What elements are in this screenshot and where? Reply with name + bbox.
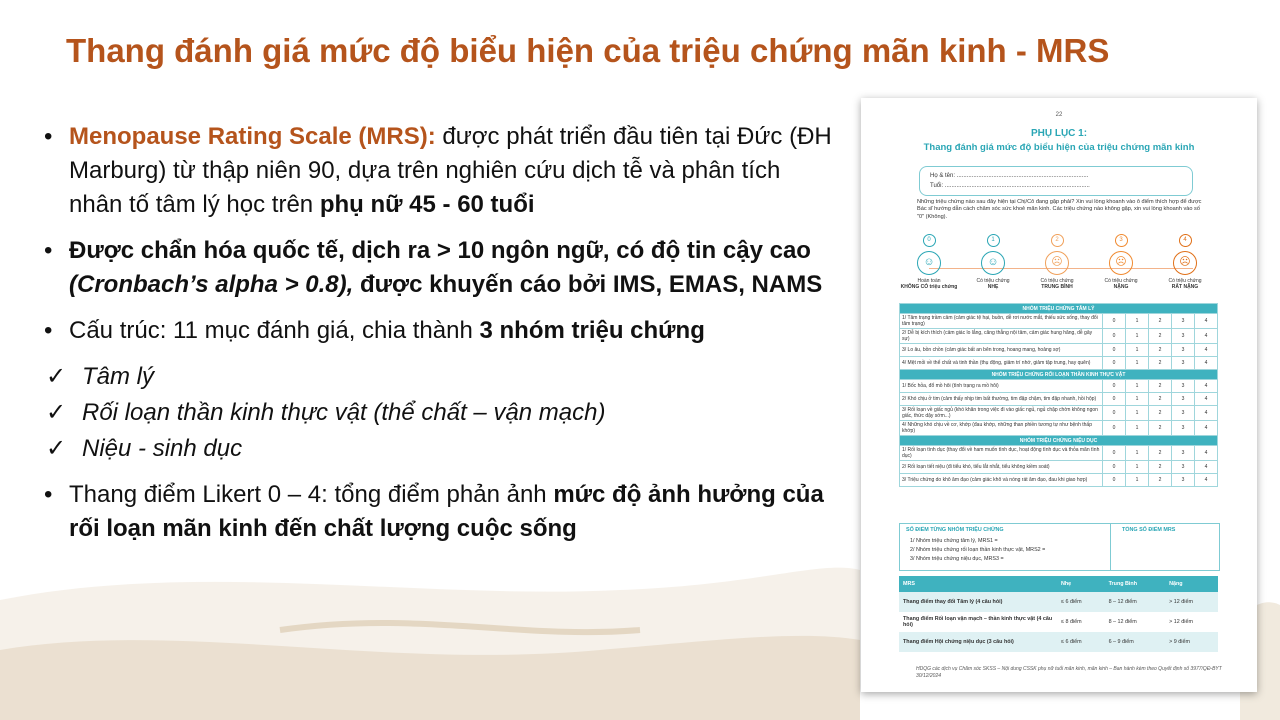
score-option[interactable]: 4	[1195, 344, 1218, 357]
table-row	[900, 357, 1218, 370]
score-option[interactable]: 3	[1172, 380, 1195, 393]
bullet-bold: được khuyến cáo bởi IMS, EMAS, NAMS	[353, 271, 823, 298]
symptom-text: 2/ Khó chịu ở tim (cảm thấy nhịp tim bất thường, tim đập chậm, tim đập nhanh, hồi hộp)	[900, 393, 1103, 406]
check-item-psychological	[44, 360, 834, 394]
check-text: Rối loạn thần kinh thực vật (thể chất – vận mạch)	[82, 399, 606, 426]
table-row	[899, 592, 1218, 612]
level-severity: NHẸ	[987, 284, 999, 290]
table-row	[900, 474, 1218, 487]
level-label: Có triệu chứng	[1168, 278, 1202, 284]
scale-name: Thang điểm Hội chứng niệu dục (3 câu hỏi)	[899, 632, 1057, 652]
group-score-area	[900, 524, 1111, 570]
group-score-line: 2/ Nhóm triệu chứng rối loạn thần kinh thực vật, MRS2 =	[910, 547, 1046, 553]
threshold-cell: 8 – 12 điểm	[1105, 592, 1166, 612]
score-option[interactable]: 2	[1149, 344, 1172, 357]
appendix-heading: PHỤ LỤC 1:	[1030, 128, 1088, 139]
check-icon: ✓	[46, 399, 67, 426]
check-item-vasomotor	[44, 396, 834, 430]
check-item-urogenital	[44, 432, 834, 466]
score-option[interactable]: 0	[1103, 474, 1126, 487]
severity-level-4	[1153, 234, 1217, 290]
level-label: Có triệu chứng	[1104, 278, 1138, 284]
table-row	[900, 314, 1218, 329]
level-severity: RẤT NẶNG	[1171, 284, 1199, 290]
bullet-bold: Được chẩn hóa quốc tế, dịch ra > 10 ngôn ngữ, có độ tin cậy cao	[69, 237, 811, 264]
symptom-text: 2/ Rối loạn tiết niệu (đi tiểu khó, tiểu lắt nhắt, tiểu không kiềm soát)	[900, 461, 1103, 474]
slide-title: Thang đánh giá mức độ biểu hiện của triệu chứng mãn kinh - MRS	[66, 32, 1110, 69]
score-option[interactable]: 4	[1195, 474, 1218, 487]
score-option[interactable]: 2	[1149, 446, 1172, 461]
bullet-validation	[44, 234, 834, 302]
bullet-text: được phát triển đầu tiên tại Đức (ĐH Marburg) từ thập niên 90, dựa trên nghiên cứu dịch tễ và phân tích nhân tố tâm lý học trên	[69, 123, 832, 218]
level-number: 0	[923, 234, 936, 247]
check-text: Niệu - sinh dục	[82, 435, 243, 462]
score-option[interactable]: 3	[1172, 329, 1195, 344]
face-icon: ☹	[1109, 251, 1133, 275]
score-option[interactable]: 3	[1172, 446, 1195, 461]
symptom-group-header	[900, 436, 1218, 446]
severity-scale	[897, 234, 1227, 294]
mrs-name: Menopause Rating Scale (MRS):	[69, 123, 436, 150]
age-field: Tuổi: .......................................................................................	[930, 183, 1090, 189]
table-row	[899, 632, 1218, 652]
check-text: Tâm lý	[82, 363, 154, 390]
score-option[interactable]: 1	[1126, 421, 1149, 436]
score-option[interactable]: 1	[1126, 314, 1149, 329]
score-option[interactable]: 1	[1126, 329, 1149, 344]
score-option[interactable]: 1	[1126, 474, 1149, 487]
score-option[interactable]: 2	[1149, 461, 1172, 474]
column-header: Nặng	[1165, 576, 1218, 592]
level-number: 1	[987, 234, 1000, 247]
score-option[interactable]: 1	[1126, 357, 1149, 370]
score-option[interactable]: 4	[1195, 380, 1218, 393]
group-score-line: 3/ Nhóm triệu chứng niệu dục, MRS3 =	[910, 556, 1004, 562]
severity-level-1	[961, 234, 1025, 290]
symptom-group-header	[900, 370, 1218, 380]
score-option[interactable]: 2	[1149, 380, 1172, 393]
mrs-form-document	[861, 98, 1257, 692]
score-option[interactable]: 3	[1172, 461, 1195, 474]
bullet-italic: (Cronbach’s alpha > 0.8),	[69, 271, 354, 298]
symptom-table	[899, 303, 1218, 487]
symptom-text: 1/ Tâm trạng trầm cảm (cảm giác tệ hại, buồn, dễ rơi nước mắt, thiếu sức sống, thay đổi tâm trạng)	[900, 314, 1103, 329]
score-option[interactable]: 0	[1103, 421, 1126, 436]
table-row	[900, 344, 1218, 357]
score-option[interactable]: 0	[1103, 329, 1126, 344]
level-label: Có triệu chứng	[976, 278, 1010, 284]
threshold-cell: ≤ 6 điểm	[1057, 632, 1105, 652]
group-score-line: 1/ Nhóm triệu chứng tâm lý, MRS1 =	[910, 538, 998, 544]
score-option[interactable]: 0	[1103, 357, 1126, 370]
group-name: NHÓM TRIỆU CHỨNG NIỆU DỤC	[900, 436, 1218, 446]
form-instructions: Những triệu chứng nào sau đây hiện tại Chị/Cô đang gặp phải? Xin vui lòng khoanh vào ô điểm thích hợp để được Bác sĩ hướng dẫn cách chăm sóc sức khoẻ mãn kinh. Các triệu chứng nào không gặp, xin vui lòng khoanh vào số "0" (Không).	[917, 199, 1202, 220]
score-option[interactable]: 0	[1103, 393, 1126, 406]
bullet-text: Cấu trúc: 11 mục đánh giá, chia thành	[69, 317, 480, 344]
symptom-group-header	[900, 304, 1218, 314]
score-option[interactable]: 4	[1195, 446, 1218, 461]
table-row	[900, 393, 1218, 406]
bullet-text: Thang điểm Likert 0 – 4: tổng điểm phản ảnh	[69, 481, 554, 508]
score-option[interactable]: 1	[1126, 461, 1149, 474]
check-icon: ✓	[46, 363, 67, 390]
mrs-header-row	[899, 576, 1218, 592]
total-score-title: TỔNG SỐ ĐIỂM MRS	[1122, 527, 1176, 533]
table-row	[900, 406, 1218, 421]
score-option[interactable]: 3	[1172, 344, 1195, 357]
severity-level-2	[1025, 234, 1089, 290]
level-label: Hoàn toàn	[917, 278, 941, 284]
level-severity: NẶNG	[1113, 284, 1129, 290]
score-option[interactable]: 2	[1149, 421, 1172, 436]
score-option[interactable]: 4	[1195, 406, 1218, 421]
score-option[interactable]: 1	[1126, 393, 1149, 406]
form-title: Thang đánh giá mức độ biểu hiện của triệu chứng mãn kinh	[923, 142, 1195, 153]
score-option[interactable]: 2	[1149, 314, 1172, 329]
group-name: NHÓM TRIỆU CHỨNG RỐI LOẠN THẦN KINH THỰC VẬT	[900, 370, 1218, 380]
column-header: Nhẹ	[1057, 576, 1105, 592]
score-option[interactable]: 4	[1195, 461, 1218, 474]
bullet-likert	[44, 478, 834, 546]
symptom-text: 1/ Bốc hỏa, đổ mồ hôi (tình trạng ra mồ hôi)	[900, 380, 1103, 393]
level-number: 2	[1051, 234, 1064, 247]
bullet-bold: phụ nữ 45 - 60 tuổi	[319, 191, 535, 218]
name-field: Họ & tên: ...............................................................................	[930, 173, 1089, 179]
score-option[interactable]: 3	[1172, 474, 1195, 487]
face-icon: ☺	[917, 251, 941, 275]
score-option[interactable]: 0	[1103, 380, 1126, 393]
score-option[interactable]: 1	[1126, 446, 1149, 461]
score-summary-box	[899, 523, 1220, 571]
score-option[interactable]: 3	[1172, 421, 1195, 436]
level-severity: TRUNG BÌNH	[1041, 284, 1073, 290]
score-option[interactable]: 4	[1195, 314, 1218, 329]
threshold-cell: > 9 điểm	[1165, 632, 1218, 652]
face-icon: ☹	[1173, 251, 1197, 275]
scale-name: Thang điểm Rối loạn vận mạch – thần kinh thực vật (4 câu hỏi)	[903, 616, 1053, 628]
threshold-cell: ≤ 6 điểm	[1057, 592, 1105, 612]
bullet-bold: mức độ ảnh hưởng của rối loạn mãn kinh đến chất lượng cuộc sống	[69, 481, 824, 542]
column-header: MRS	[899, 576, 1057, 592]
threshold-cell: 6 – 9 điểm	[1105, 632, 1166, 652]
score-option[interactable]: 2	[1149, 406, 1172, 421]
score-option[interactable]: 1	[1126, 344, 1149, 357]
symptom-text: 2/ Dễ bị kích thích (cảm giác lo lắng, căng thẳng nội tâm, cảm giác hung hăng, dễ gây sự)	[900, 329, 1103, 344]
score-option[interactable]: 4	[1195, 421, 1218, 436]
score-option[interactable]: 1	[1126, 406, 1149, 421]
symptom-text: 3/ Rối loạn về giấc ngủ (khó khăn trong việc đi vào giấc ngủ, ngủ chập chờn không ngon giấc, thức dậy sớm...)	[900, 406, 1103, 421]
level-severity: KHÔNG CÓ triệu chứng	[900, 284, 958, 290]
group-score-title: SỐ ĐIỂM TỪNG NHÓM TRIỆU CHỨNG	[906, 527, 1004, 533]
face-icon: ☺	[981, 251, 1005, 275]
bullet-structure	[44, 314, 834, 348]
threshold-cell: > 12 điểm	[1165, 592, 1218, 612]
score-option[interactable]: 4	[1195, 357, 1218, 370]
symptom-text: 4/ Những khó chịu về cơ, khớp (đau khớp, những than phiền tương tự như bệnh thấp khớp)	[900, 421, 1103, 436]
table-row	[900, 421, 1218, 436]
score-option[interactable]: 3	[1172, 314, 1195, 329]
threshold-cell: ≤ 8 điểm	[1061, 619, 1082, 625]
severity-level-0	[897, 234, 961, 290]
symptom-text: 4/ Mệt mỏi về thể chất và tinh thần (thụ động, giảm trí nhớ, giảm tập trung, hay quên)	[900, 357, 1103, 370]
table-row	[900, 329, 1218, 344]
bullet-bold: 3 nhóm triệu chứng	[479, 317, 705, 344]
mrs-severity-table	[899, 576, 1218, 652]
level-number: 3	[1115, 234, 1128, 247]
table-row	[900, 446, 1218, 461]
score-option[interactable]: 2	[1149, 357, 1172, 370]
table-row	[900, 380, 1218, 393]
table-row	[899, 612, 1218, 632]
bullet-list	[44, 120, 834, 558]
score-option[interactable]: 3	[1172, 357, 1195, 370]
score-option[interactable]: 0	[1103, 314, 1126, 329]
threshold-cell: > 12 điểm	[1169, 619, 1193, 625]
score-option[interactable]: 2	[1149, 474, 1172, 487]
symptom-text: 1/ Rối loạn tình dục (thay đổi về ham muốn tình dục, hoạt động tình dục và thỏa mãn tình dục)	[900, 446, 1103, 461]
score-option[interactable]: 0	[1103, 406, 1126, 421]
group-name: NHÓM TRIỆU CHỨNG TÂM LÝ	[900, 304, 1218, 314]
score-option[interactable]: 3	[1172, 406, 1195, 421]
name-age-box	[919, 166, 1193, 196]
score-option[interactable]: 4	[1195, 329, 1218, 344]
symptom-text: 3/ Lo âu, bồn chồn (cảm giác bất an bên trong, hoang mang, hoảng sợ)	[900, 344, 1103, 357]
column-header: Trung Bình	[1105, 576, 1166, 592]
score-option[interactable]: 1	[1126, 380, 1149, 393]
score-option[interactable]: 0	[1103, 446, 1126, 461]
page-number: 22	[1055, 112, 1063, 118]
threshold-cell: 8 – 12 điểm	[1108, 619, 1137, 625]
level-number: 4	[1179, 234, 1192, 247]
scale-name: Thang điểm thay đổi Tâm lý (4 câu hỏi)	[899, 592, 1057, 612]
level-label: Có triệu chứng	[1040, 278, 1074, 284]
score-option[interactable]: 0	[1103, 344, 1126, 357]
face-icon: ☹	[1045, 251, 1069, 275]
score-option[interactable]: 0	[1103, 461, 1126, 474]
severity-level-3	[1089, 234, 1153, 290]
footnote: HDQG các dịch vụ Chăm sóc SKSS – Nội dung CSSK phụ nữ tuổi mãn kinh, mãn kinh – Ban hành kèm theo Quyết định số 3977/QĐ-BYT 30/12/2024	[916, 666, 1222, 679]
score-option[interactable]: 2	[1149, 393, 1172, 406]
table-row	[900, 461, 1218, 474]
symptom-text: 3/ Triệu chứng do khô âm đạo (cảm giác khô và nóng rát âm đạo, đau khi giao hợp)	[900, 474, 1103, 487]
score-option[interactable]: 2	[1149, 329, 1172, 344]
check-icon: ✓	[46, 435, 67, 462]
score-option[interactable]: 3	[1172, 393, 1195, 406]
bullet-origin	[44, 120, 834, 222]
score-option[interactable]: 4	[1195, 393, 1218, 406]
